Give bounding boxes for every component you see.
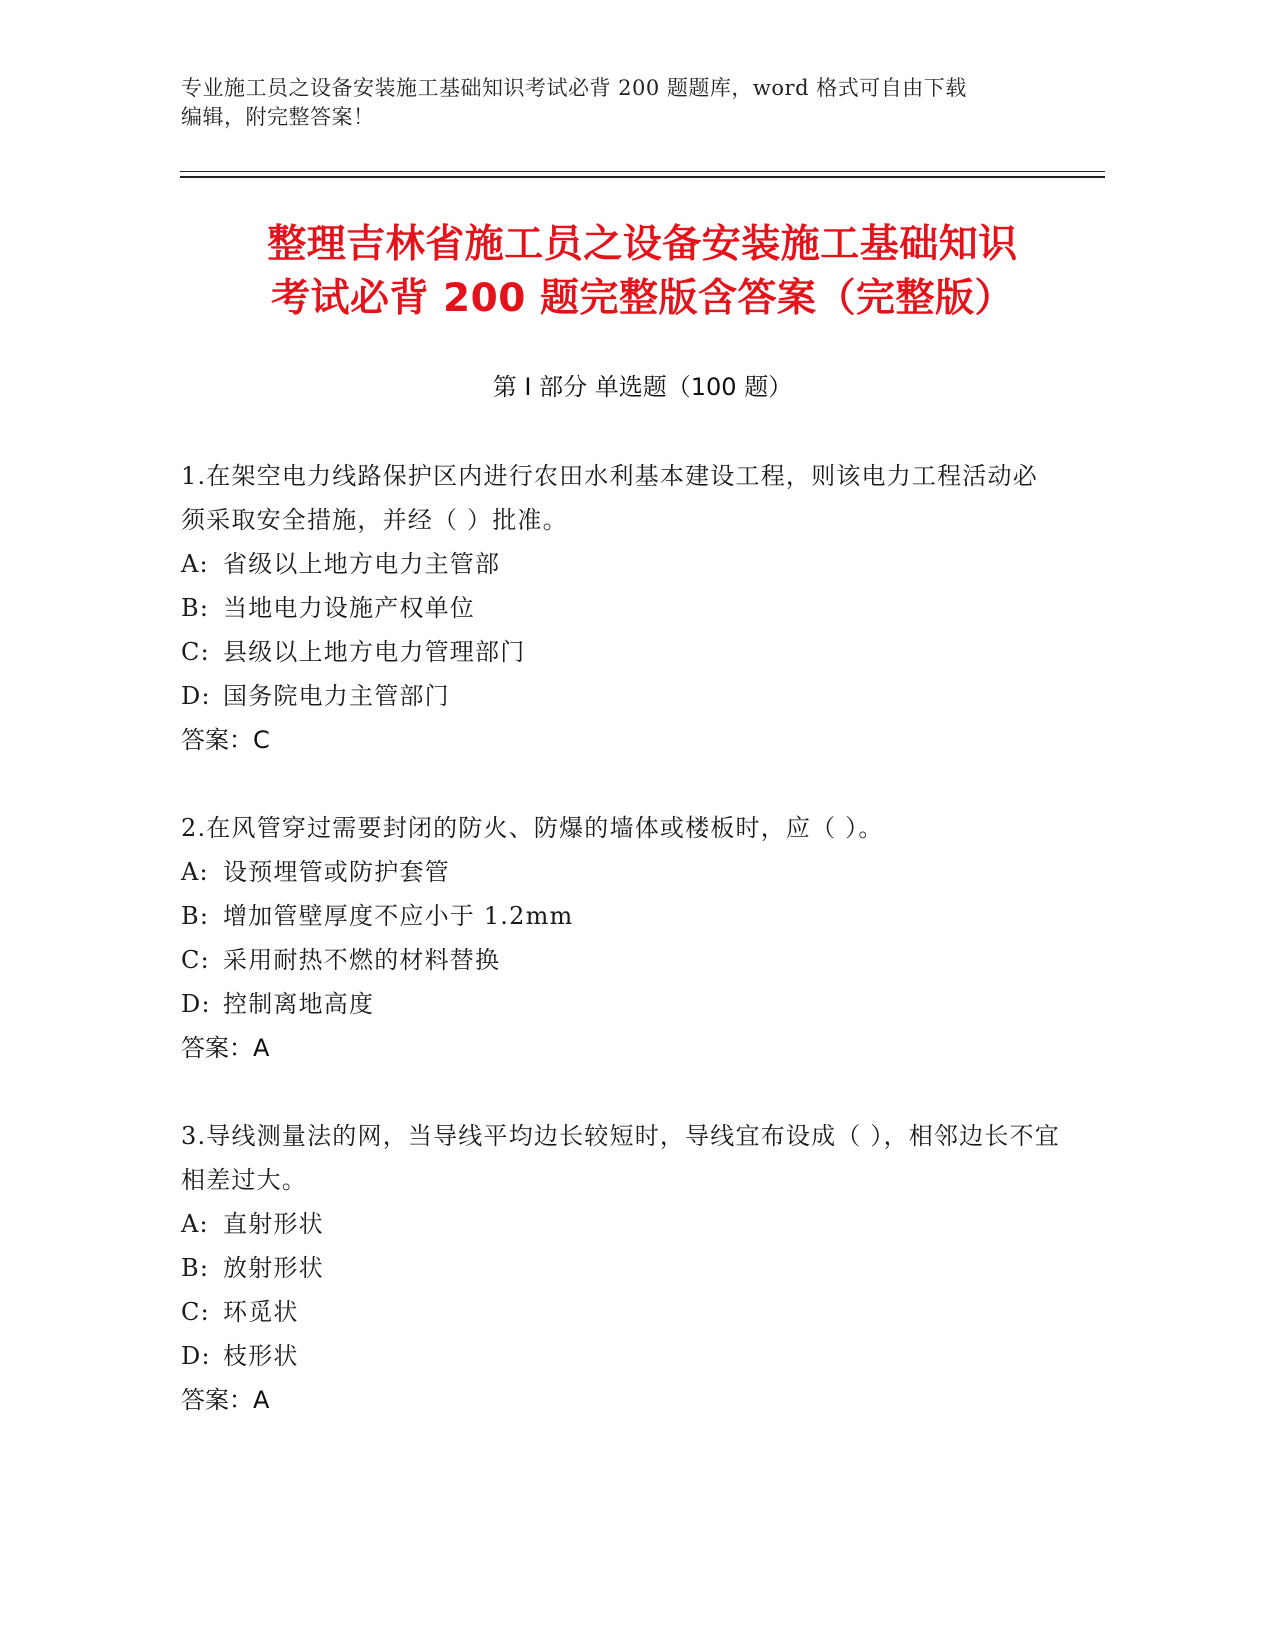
question-option-d <box>181 982 1061 1026</box>
question-answer: 答案：A <box>181 1034 270 1062</box>
question-stem: 1.在架空电力线路保护区内进行农田水利基本建设工程，则该电力工程活动必须采取安全措施，并经（ ）批准。 <box>181 462 1038 534</box>
document-title-line-2: 考试必背 200 题完整版含答案（完整版） <box>270 276 1015 321</box>
option-key: B: <box>181 902 210 930</box>
option-text: 环觅状 <box>223 1298 299 1326</box>
option-text: 放射形状 <box>223 1254 324 1282</box>
option-key: A: <box>181 1210 209 1238</box>
option-text: 省级以上地方电力主管部 <box>223 550 501 578</box>
question-3 <box>181 1114 1061 1422</box>
question-stem: 3.导线测量法的网，当导线平均边长较短时，导线宜布设成（ ），相邻边长不宜相差过大。 <box>181 1122 1060 1194</box>
question-2 <box>181 806 1061 1070</box>
question-option-a <box>181 542 1061 586</box>
option-key: D: <box>181 1342 211 1370</box>
option-text: 增加管壁厚度不应小于 1.2mm <box>223 902 574 930</box>
question-option-c <box>181 1290 1061 1334</box>
header-note <box>181 74 1041 132</box>
option-key: B: <box>181 594 210 622</box>
section-title: 第 I 部分 单选题（100 题） <box>492 373 793 401</box>
option-text: 采用耐热不燃的材料替换 <box>223 946 501 974</box>
question-option-a <box>181 1202 1061 1246</box>
question-option-b <box>181 586 1061 630</box>
document-title-line-1: 整理吉林省施工员之设备安装施工基础知识 <box>267 222 1018 267</box>
header-divider-thick <box>180 176 1105 178</box>
option-text: 直射形状 <box>223 1210 324 1238</box>
question-list <box>181 454 1061 1466</box>
question-answer: 答案：A <box>181 1386 270 1414</box>
option-key: A: <box>181 550 209 578</box>
header-note-line-1: 专业施工员之设备安装施工基础知识考试必背 200 题题库，word 格式可自由下载 <box>181 76 967 100</box>
option-text: 设预埋管或防护套管 <box>223 858 450 886</box>
option-key: A: <box>181 858 209 886</box>
option-key: D: <box>181 682 211 710</box>
question-option-d <box>181 1334 1061 1378</box>
document-title <box>180 218 1105 326</box>
header-note-line-2: 编辑，附完整答案！ <box>181 105 375 129</box>
question-stem: 2.在风管穿过需要封闭的防火、防爆的墙体或楼板时，应（ ）。 <box>181 814 884 842</box>
question-1 <box>181 454 1061 762</box>
option-text: 当地电力设施产权单位 <box>223 594 475 622</box>
option-text: 枝形状 <box>223 1342 299 1370</box>
option-text: 国务院电力主管部门 <box>223 682 450 710</box>
option-key: C: <box>181 946 210 974</box>
question-answer: 答案：C <box>181 726 270 754</box>
question-option-d <box>181 674 1061 718</box>
question-option-b <box>181 1246 1061 1290</box>
question-option-c <box>181 938 1061 982</box>
option-key: C: <box>181 638 210 666</box>
question-option-b <box>181 894 1061 938</box>
option-key: D: <box>181 990 211 1018</box>
option-key: C: <box>181 1298 210 1326</box>
question-option-c <box>181 630 1061 674</box>
option-key: B: <box>181 1254 210 1282</box>
question-option-a <box>181 850 1061 894</box>
header-divider-thin <box>180 171 1105 172</box>
option-text: 县级以上地方电力管理部门 <box>223 638 526 666</box>
option-text: 控制离地高度 <box>223 990 375 1018</box>
